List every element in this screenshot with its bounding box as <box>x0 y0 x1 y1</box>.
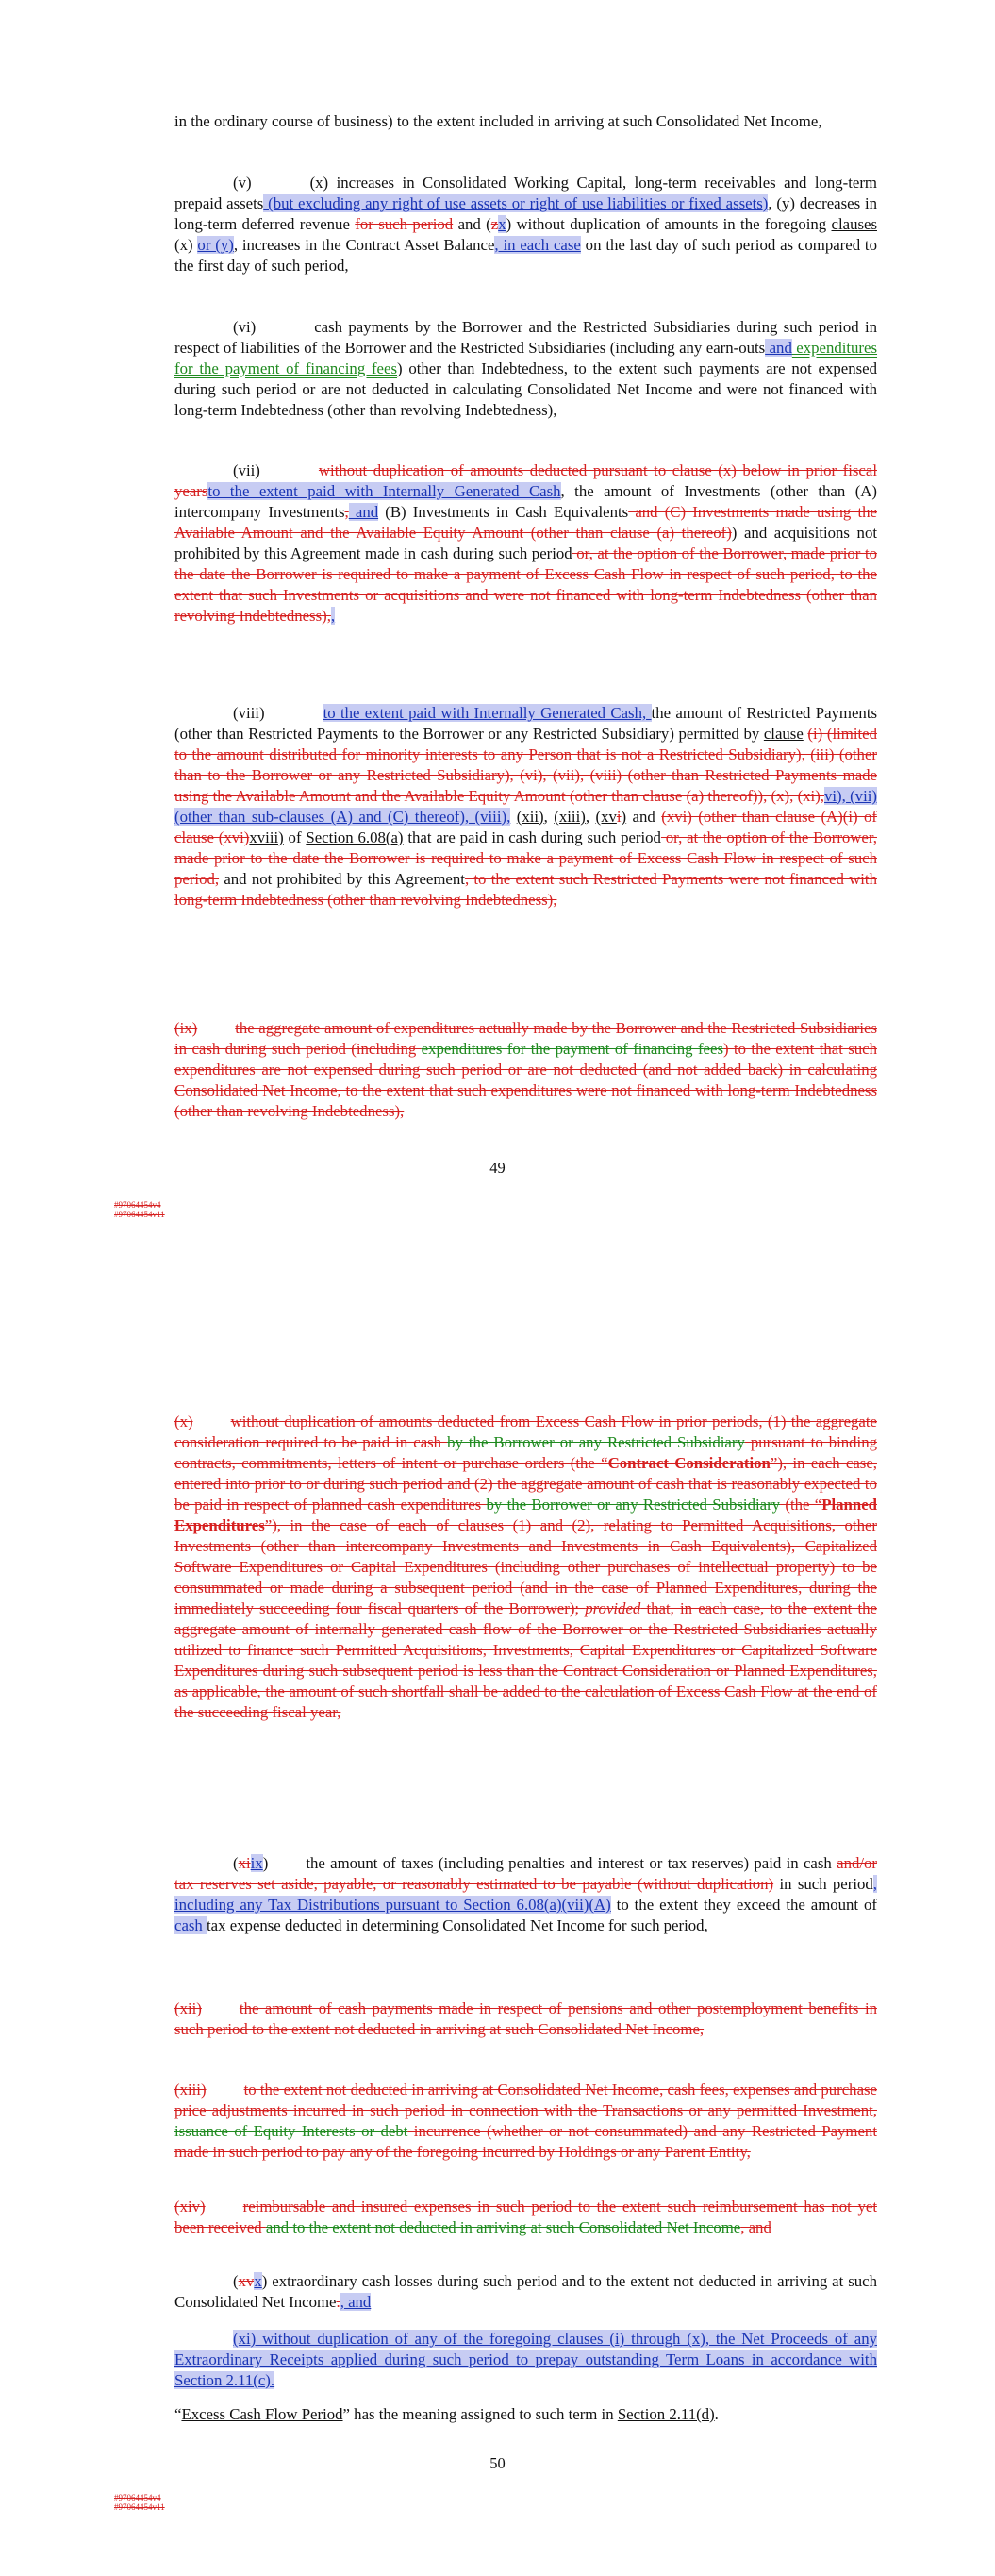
moved-text: expenditures for the payment of financing fees <box>174 339 878 377</box>
page-50 <box>0 1387 995 2576</box>
deletion: (xvi) (other than clause (A)(i) of clause (xvi) <box>174 808 878 846</box>
clause-xii <box>174 1999 877 2040</box>
clause-reference: ) <box>621 808 627 826</box>
clause-v-text: ) without duplication of amounts in the foregoing <box>506 215 832 233</box>
insertion: , in each case <box>494 236 581 254</box>
clause-text: extraordinary cash losses during such period and to the extent not deducted in arriving at such Consolidated Net Income <box>174 2272 877 2311</box>
clause-xii-number: (xii) <box>174 1999 202 2017</box>
clause-v-text: (x) <box>174 236 198 254</box>
deletion: without duplication of amounts deducted pursuant to clause (x) below in prior fiscal years <box>174 461 877 500</box>
doc-id-footer: #97064454v4 <box>114 2493 161 2502</box>
deletion: xv <box>238 2272 255 2290</box>
clause-vi-text: ) other than Indebtedness, to the extent such payments are not expensed during such period or are not deducted in calculating Consolidated Net Income and were not financed with long-term Indebtedness (other than revolving Indebtedness), <box>174 360 877 419</box>
deletion: (the “ <box>780 1496 822 1514</box>
doc-id-footer: #97064454v11 <box>114 1210 165 1219</box>
clause-viii-text: the amount of Restricted Payments (other than Restricted Payments to the Borrower or any Restricted Subsidiary) permitted by <box>174 704 878 743</box>
deletion: Contract Consideration <box>607 1454 771 1472</box>
clause-v-text: and ( <box>453 215 491 233</box>
deletion: to the extent not deducted in arriving at Consolidated Net Income, cash fees, expenses and purchase price adjustments incurred in such period in connection with the Transactions or any permitted Investment, <box>174 2081 877 2119</box>
clause-x-renumbered <box>174 2271 877 2313</box>
insertion: , <box>330 607 336 625</box>
clause-v-text: on the last day of such period as compared to the first day of such period, <box>174 236 877 275</box>
deletion: provided <box>585 1599 641 1617</box>
clause-v-number: (v) <box>233 174 252 192</box>
insertion: x <box>254 2272 262 2290</box>
insertion: and <box>348 503 379 521</box>
insertion: to the extent paid with Internally Generated Cash <box>207 482 561 500</box>
deletion: or, at the option of the Borrower, made prior to the date the Borrower is required to make a payment of Excess Cash Flow in respect of such period, to the extent that such Investments or acquisitions and were not financed with long-term Indebtedness (other than revolving Indebtedness), <box>174 544 878 625</box>
deletion: that, in each case, to the extent the aggregate amount of internally generated cash flow of the Borrower or the Restricted Subsidiaries actually utilized to finance such Permitted Acquisitions, Investments, Capital Expenditures or Capitalized Software Expenditures during such subsequent period is less than the Contract Consideration or Planned Expenditures, as applicable, the amount of such shortfall shall be added to the calculation of Excess Cash Flow at the end of the succeeding fiscal year, <box>174 1599 877 1721</box>
clause-number: ( <box>233 1854 239 1872</box>
clause-reference: (xiii) <box>554 808 586 826</box>
clause-number: ) <box>261 2272 268 2290</box>
deletion: without duplication of amounts deducted from Excess Cash Flow in prior periods, (1) the aggregate consideration required to be paid in cash <box>174 1413 877 1451</box>
deletion: i <box>616 808 622 826</box>
deletion: ) to the extent that such expenditures are not expensed during such period or are not deducted (and not added back) in calculating Consolidated Net Income, to the extent that such expenditures were not financed with long-term Indebtedness (other than revolving Indebtedness), <box>174 1040 878 1120</box>
clause-number: ) <box>262 1854 269 1872</box>
deletion: the aggregate amount of expenditures actually made by the Borrower and the Restricted Subsidiaries in cash during such period (including <box>174 1019 877 1058</box>
deletion: (i) (limited to the amount distributed for minority interests to any Person that is not a Restricted Subsidiary), (iii) (other than to the Borrower or any Restricted Subsidiary), (vi), (vii), (viii) (other than Restricted Payments made using the Available Amount and the Available Equity Amount (other than clause (a) thereof)), (x), (xi), <box>174 725 877 805</box>
clause-vi-number: (vi) <box>233 318 257 336</box>
clause-vi <box>174 317 877 421</box>
page-number: 50 <box>489 2454 506 2472</box>
clause-viii-text: of <box>283 828 307 846</box>
section-reference: Section 2.11(d) <box>617 2405 715 2423</box>
insertion: (but excluding any right of use assets or right of use liabilities or fixed assets) <box>263 194 769 212</box>
deletion: or, at the option of the Borrower, made prior to the date the Borrower is required to make a payment of Excess Cash Flow in respect of such period, <box>174 828 877 888</box>
clause-xiv-number: (xiv) <box>174 2198 206 2216</box>
insertion: or (y) <box>197 236 234 254</box>
insertion: , and <box>340 2293 372 2311</box>
doc-id-footer: #97064454v4 <box>114 1200 161 1210</box>
intro-text: in the ordinary course of business) to the extent included in arriving at such Consolidated Net Income, <box>174 112 822 130</box>
moved-deletion: expenditures for the payment of financing fees <box>421 1040 723 1058</box>
clause-number: ( <box>233 2272 239 2290</box>
deletion: ”), in the case of each of clauses (1) and (2), relating to Permitted Acquisitions, other Investments (other than intercompany Investments and Investments in Cash Equivalents), Capitalized Software Expenditures or Capital Expenditures (including other purchases of intellectual property) to be consummated or made during a subsequent period (and in the case of Planned Expenditures, during the immediately succeeding four fiscal quarters of the Borrower); <box>174 1516 877 1617</box>
clause-v <box>174 173 877 276</box>
insertion: (xi) without duplication of any of the foregoing clauses (i) through (x), the Net Proceeds of any Extraordinary Receipts applied during such period to prepay outstanding Term Loans in accordance with Section 2.11(c). <box>174 2330 877 2389</box>
clause-ix-renumbered <box>174 1853 877 1936</box>
insertion: , including any Tax Distributions pursuant to Section 6.08(a)(vii)(A) <box>174 1875 877 1914</box>
clause-vii-text: ) and acquisitions not prohibited by this Agreement made in cash during such period <box>174 524 877 562</box>
clause-text: to the extent they exceed the amount of <box>610 1896 877 1914</box>
clause-xi-new <box>174 2329 877 2391</box>
clause-vi-text: cash payments by the Borrower and the Restricted Subsidiaries during such period in respect of liabilities of the Borrower and the Restricted Subsidiaries (including any earn-outs <box>174 318 877 357</box>
clause-reference: xviii) <box>249 828 284 846</box>
section-reference: Section 6.08(a) <box>306 828 404 846</box>
clause-viii-text: , <box>585 808 596 826</box>
definition-text: ” has the meaning assigned to such term in <box>342 2405 618 2423</box>
clause-reference: (xv <box>595 808 617 826</box>
deletion: incurrence (whether or not consummated) and any Restricted Payment made in such period to pay any of the foregoing incurred by Holdings or any Parent Entity, <box>174 2122 877 2161</box>
clause-vii-text: , the amount of Investments (other than (A) intercompany Investments <box>174 482 877 521</box>
clause-viii <box>174 703 877 911</box>
deletion: Planned Expenditures <box>174 1496 877 1534</box>
moved-deletion: issuance of Equity Interests or debt <box>174 2122 408 2140</box>
clause-vii-number: (vii) <box>233 461 260 479</box>
clause-xiv <box>174 2197 877 2238</box>
deletion: , to the extent such Restricted Payments were not financed with long-term Indebtedness (other than revolving Indebtedness), <box>174 870 877 909</box>
clause-viii-text: and not prohibited by this Agreement <box>219 870 465 888</box>
clause-viii-number: (viii) <box>233 704 265 722</box>
deletion: for such period <box>355 215 454 233</box>
insertion: cash <box>174 1916 207 1934</box>
insertion: to the extent paid with Internally Generated Cash, <box>323 704 652 722</box>
clause-vii-text: (B) Investments in Cash Equivalents <box>378 503 629 521</box>
clause-xiii <box>174 2080 877 2163</box>
insertion: and <box>765 339 792 357</box>
moved-deletion: by the Borrower or any Restricted Subsidiary <box>447 1433 745 1451</box>
deletion: the amount of cash payments made in respect of pensions and other postemployment benefits in such period to the extent not deducted in arriving at such Consolidated Net Income, <box>174 1999 877 2038</box>
clause-text: in such period <box>773 1875 873 1893</box>
deletion: and (C) Investments made using the Available Amount and the Available Equity Amount (other than clause (a) thereof) <box>174 503 877 542</box>
deletion: xi <box>238 1854 251 1872</box>
clause-viii-text: , <box>543 808 555 826</box>
clause-reference: clauses <box>831 215 877 233</box>
clause-x <box>174 1412 877 1723</box>
doc-id-footer: #97064454v11 <box>114 2502 165 2512</box>
clause-v-text: , (y) decreases in long-term deferred revenue <box>174 194 878 233</box>
clause-text: tax expense deducted in determining Consolidated Net Income for such period, <box>207 1916 708 1934</box>
page-number: 49 <box>489 1159 506 1177</box>
clause-reference: (xii) <box>516 808 544 826</box>
definition-text: . <box>714 2405 719 2423</box>
deletion: , and <box>740 2218 771 2236</box>
moved-deletion: by the Borrower or any Restricted Subsidiary <box>486 1496 781 1514</box>
deletion: z <box>490 215 499 233</box>
clause-vii <box>174 460 877 627</box>
deletion: reimbursable and insured expenses in such period to the extent such reimbursement has not yet been received <box>174 2198 877 2236</box>
definition-excess-cash-flow-period <box>174 2404 877 2425</box>
defined-term: Excess Cash Flow Period <box>181 2405 343 2423</box>
deletion: , <box>344 503 349 521</box>
deletion: . <box>336 2293 340 2311</box>
page-49 <box>0 0 995 1217</box>
clause-xiii-number: (xiii) <box>174 2081 207 2099</box>
insertion: ix <box>250 1854 263 1872</box>
insertion: x <box>498 215 506 233</box>
intro-paragraph <box>174 111 877 132</box>
clause-viii-text: that are paid in cash during such period <box>403 828 661 846</box>
clause-ix-number: (ix) <box>174 1019 198 1037</box>
moved-deletion: and to the extent not deducted in arriving at such Consolidated Net Income <box>265 2218 741 2236</box>
clause-ix <box>174 1018 877 1122</box>
clause-x-number: (x) <box>174 1413 193 1430</box>
deletion: pursuant to binding contracts, commitments, letters of intent or purchase orders (the “ <box>174 1433 878 1472</box>
clause-v-text: , increases in the Contract Asset Balance <box>233 236 495 254</box>
clause-viii-text: and <box>626 808 662 826</box>
deletion: ”), in each case, entered into prior to or during such period and (2) the aggregate amount of cash that is reasonably expected to be paid in respect of planned cash expenditures <box>174 1454 877 1514</box>
deletion: and/or tax reserves set aside, payable, or reasonably estimated to be payable (without duplication) <box>174 1854 877 1893</box>
clause-text: the amount of taxes (including penalties and interest or tax reserves) paid in cash <box>306 1854 837 1872</box>
definition-text: “ <box>174 2405 182 2423</box>
clause-v-text: (x) increases in Consolidated Working Capital, long-term receivables and long-term prepaid assets <box>174 174 877 212</box>
insertion: vi), (vii) (other than sub-clauses (A) and (C) thereof), (viii), <box>174 787 877 826</box>
clause-reference: clause <box>763 725 804 743</box>
